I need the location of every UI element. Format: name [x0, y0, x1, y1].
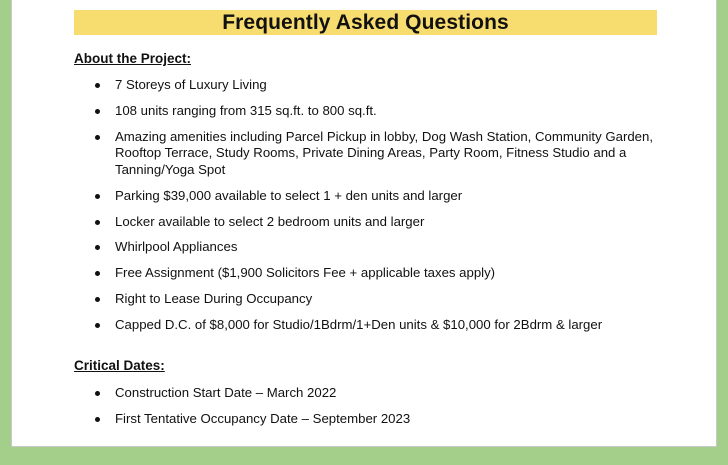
- list-item: Free Assignment ($1,900 Solicitors Fee + applicable taxes apply): [92, 265, 682, 282]
- bullet-icon: [95, 135, 100, 140]
- bullet-icon: [95, 297, 100, 302]
- bullet-icon: [95, 220, 100, 225]
- list-item: Construction Start Date – March 2022: [92, 385, 682, 402]
- section-heading-about: About the Project:: [74, 51, 191, 66]
- document-page: [11, 0, 717, 447]
- about-project-list: [92, 77, 682, 343]
- list-item: Parking $39,000 available to select 1 + den units and larger: [92, 188, 682, 205]
- list-item: 108 units ranging from 315 sq.ft. to 800 sq.ft.: [92, 103, 682, 120]
- section-heading-dates: Critical Dates:: [74, 358, 165, 373]
- bullet-icon: [95, 245, 100, 250]
- list-item: Locker available to select 2 bedroom units and larger: [92, 214, 682, 231]
- bullet-icon: [95, 417, 100, 422]
- list-item: Amazing amenities including Parcel Pickup in lobby, Dog Wash Station, Community Garden, Rooftop Terrace, Study Rooms, Private Dining Areas, Party Room, Fitness Studio and a Tanning/Yoga Spot: [92, 129, 682, 179]
- title-banner: [74, 10, 657, 35]
- bullet-icon: [95, 391, 100, 396]
- list-item: First Tentative Occupancy Date – September 2023: [92, 411, 682, 428]
- list-item: Whirlpool Appliances: [92, 239, 682, 256]
- bullet-icon: [95, 109, 100, 114]
- bullet-icon: [95, 271, 100, 276]
- bullet-icon: [95, 323, 100, 328]
- bullet-icon: [95, 83, 100, 88]
- list-item: Capped D.C. of $8,000 for Studio/1Bdrm/1+Den units & $10,000 for 2Bdrm & larger: [92, 317, 682, 334]
- list-item: 7 Storeys of Luxury Living: [92, 77, 682, 94]
- critical-dates-list: [92, 385, 682, 437]
- page-title: Frequently Asked Questions: [222, 10, 509, 34]
- bullet-icon: [95, 194, 100, 199]
- list-item: Right to Lease During Occupancy: [92, 291, 682, 308]
